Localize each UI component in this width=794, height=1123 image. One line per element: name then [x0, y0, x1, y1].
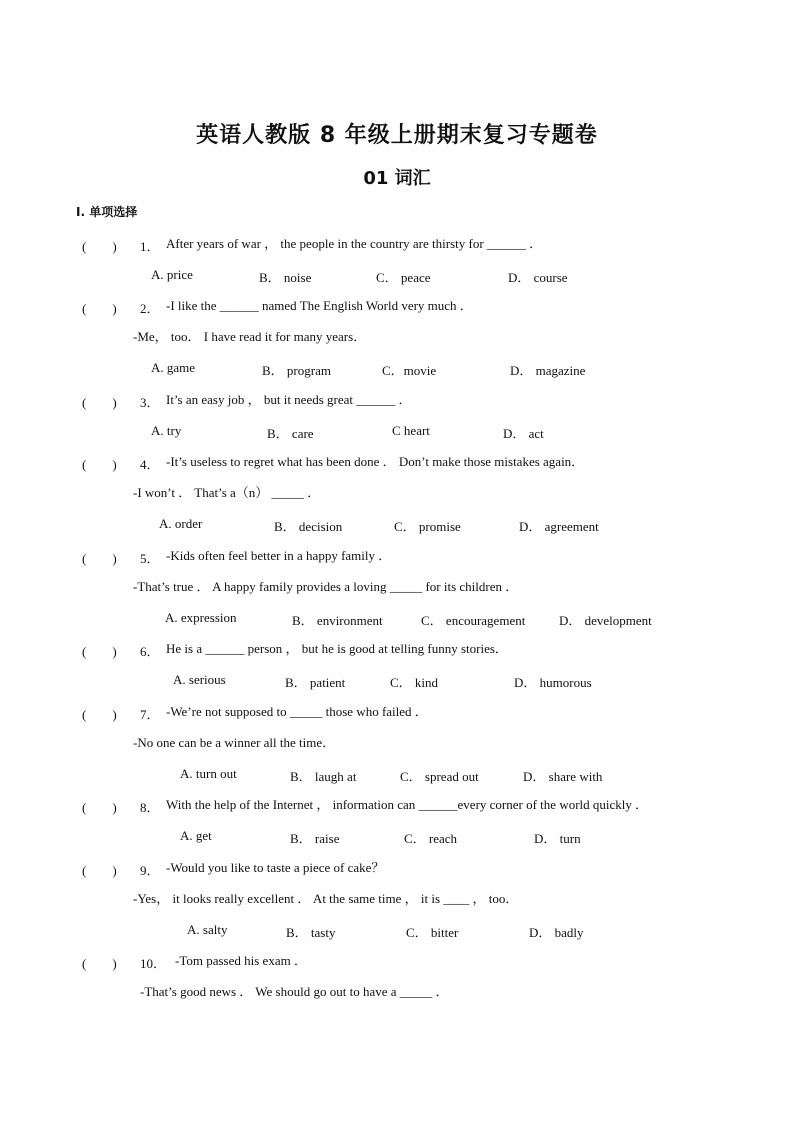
option-c: C． encouragement	[421, 613, 526, 628]
option-b: B． program	[262, 363, 331, 378]
option-b: B． noise	[259, 270, 312, 285]
option-d: D． turn	[534, 831, 581, 846]
question-text: -That’s true ． A happy family provides a loving _____ for its children ．	[133, 579, 519, 594]
question-number: 2．	[140, 301, 160, 316]
option-a: A. game	[151, 360, 196, 375]
option-d: D． share with	[523, 769, 603, 784]
option-d: D． development	[559, 613, 652, 628]
option-a: A. try	[151, 423, 182, 438]
question-text: -We’re not supposed to _____ those who failed ．	[166, 704, 428, 719]
question-number: 6．	[140, 644, 160, 659]
answer-blank: ( )	[82, 800, 117, 815]
section-heading: I. 单项选择	[76, 205, 138, 219]
answer-blank: ( )	[82, 863, 117, 878]
question-number: 7．	[140, 707, 160, 722]
question-number: 10．	[140, 956, 167, 971]
question-number: 8．	[140, 800, 160, 815]
option-a: A. expression	[165, 610, 237, 625]
option-d: D． badly	[529, 925, 584, 940]
option-a: A. order	[159, 516, 203, 531]
answer-blank: ( )	[82, 644, 117, 659]
question-number: 9．	[140, 863, 160, 878]
option-a: A. turn out	[180, 766, 237, 781]
question-number: 4．	[140, 457, 160, 472]
option-b: B． laugh at	[290, 769, 357, 784]
option-a: A. get	[180, 828, 212, 843]
option-d: D． magazine	[510, 363, 586, 378]
question-text: -Would you like to taste a piece of cake？	[166, 860, 385, 875]
answer-blank: ( )	[82, 956, 117, 971]
option-b: B． decision	[274, 519, 343, 534]
option-b: B． environment	[292, 613, 383, 628]
question-text: -It’s useless to regret what has been done ． Don’t make those mistakes again．	[166, 454, 585, 469]
answer-blank: ( )	[82, 239, 117, 254]
question-text: -Kids often feel better in a happy family ．	[166, 548, 392, 563]
option-c: C． peace	[376, 270, 431, 285]
question-text: After years of war ， the people in the country are thirsty for ______ ．	[166, 236, 543, 251]
option-b: B． care	[267, 426, 314, 441]
option-b: B． raise	[290, 831, 340, 846]
option-d: D． agreement	[519, 519, 599, 534]
question-text: -That’s good news ． We should go out to have a _____ ．	[140, 984, 449, 999]
question-number: 5．	[140, 551, 160, 566]
option-c: C． reach	[404, 831, 458, 846]
page-subtitle: 01 词汇	[363, 168, 431, 189]
option-c: C．movie	[382, 363, 437, 378]
question-number: 3．	[140, 395, 160, 410]
option-b: B． tasty	[286, 925, 336, 940]
question-text: -Tom passed his exam ．	[175, 953, 307, 968]
answer-blank: ( )	[82, 457, 117, 472]
question-number: 1．	[140, 239, 160, 254]
question-text: It’s an easy job ， but it needs great ______ ．	[166, 392, 412, 407]
option-b: B． patient	[285, 675, 346, 690]
option-c: C． promise	[394, 519, 461, 534]
option-a: A. price	[151, 267, 193, 282]
option-a: A. serious	[173, 672, 226, 687]
question-text: -I won’t ． That’s a（n） _____ ．	[133, 485, 321, 500]
option-c: C heart	[392, 423, 430, 438]
question-text: -Yes， it looks really excellent ． At the same time ， it is ____ ， too．	[133, 891, 519, 906]
question-text: -Me， too． I have read it for many years．	[133, 329, 367, 344]
question-text: -I like the ______ named The English World very much ．	[166, 298, 473, 313]
question-text: -No one can be a winner all the time．	[133, 735, 336, 750]
answer-blank: ( )	[82, 395, 117, 410]
option-c: C． spread out	[400, 769, 479, 784]
answer-blank: ( )	[82, 301, 117, 316]
question-text: He is a ______ person ， but he is good at telling funny stories．	[166, 641, 508, 656]
answer-blank: ( )	[82, 551, 117, 566]
page-title: 英语人教版 8 年级上册期末复习专题卷	[196, 123, 598, 148]
answer-blank: ( )	[82, 707, 117, 722]
option-d: D． act	[503, 426, 544, 441]
option-c: C． kind	[390, 675, 439, 690]
option-d: D． course	[508, 270, 568, 285]
option-a: A. salty	[187, 922, 228, 937]
question-text: With the help of the Internet ， information can ______every corner of the world quickly ．	[166, 797, 649, 812]
option-d: D． humorous	[514, 675, 592, 690]
option-c: C． bitter	[406, 925, 459, 940]
